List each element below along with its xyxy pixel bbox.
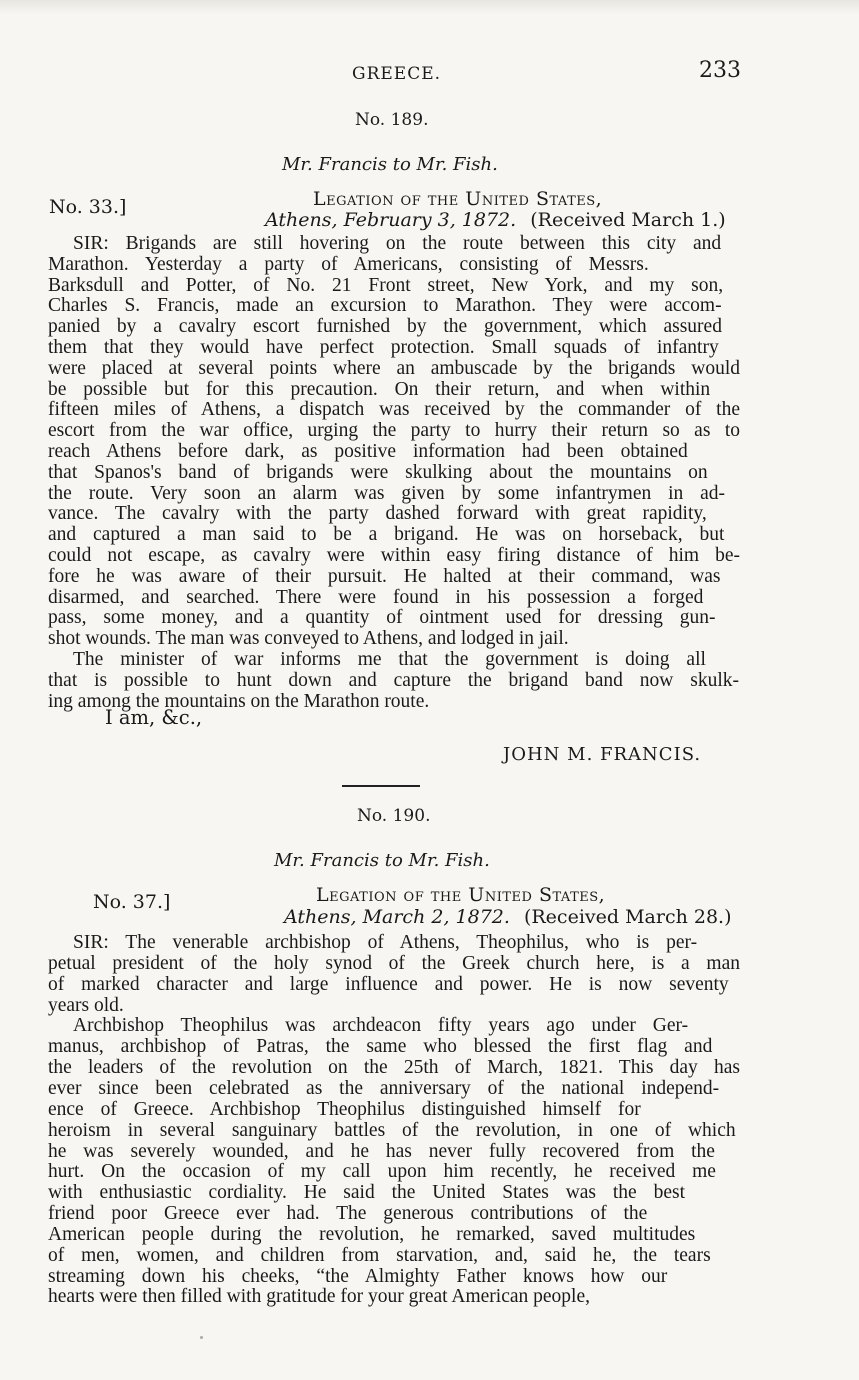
signature: JOHN M. FRANCIS.	[503, 744, 702, 765]
text-line: that Spanos's band of brigands were skulking about the mountains on	[48, 461, 708, 483]
text-line: ence of Greece. Archbishop Theophilus distinguished himself for	[48, 1098, 641, 1120]
text-line: he was severely wounded, and he has never fully recovered from the	[48, 1140, 715, 1162]
date-line	[265, 209, 726, 231]
dispatch-number: No. 37.]	[93, 891, 171, 913]
text-line: panied by a cavalry escort furnished by the government, which assured	[48, 316, 722, 338]
text-line: years old.	[48, 994, 124, 1016]
text-line: the route. Very soon an alarm was given by some infantrymen in ad-	[48, 482, 726, 504]
legation-line: Legation of the United States,	[316, 884, 606, 906]
legation-line: Legation of the United States,	[313, 188, 603, 210]
text-line: be possible but for this precaution. On their return, and when within	[48, 378, 711, 400]
closing: I am, &c.,	[105, 706, 203, 729]
text-line: ing among the mountains on the Marathon route.	[48, 690, 430, 712]
doc-heading: Mr. Francis to Mr. Fish.	[274, 850, 490, 871]
dispatch-number: No. 33.]	[49, 196, 127, 218]
text-line: shot wounds. The man was conveyed to Athens, and lodged in jail.	[48, 628, 569, 650]
text-line: of men, women, and children from starvation, and, said he, the tears	[48, 1244, 711, 1266]
text-line: ever since been celebrated as the anniversary of the national independ-	[48, 1077, 720, 1099]
text-line: the leaders of the revolution on the 25th of March, 1821. This day has	[48, 1057, 740, 1079]
date-place: Athens, February 3, 1872.	[265, 209, 517, 231]
text-line: American people during the revolution, he remarked, saved multitudes	[48, 1223, 696, 1245]
text-line: were placed at several points where an ambuscade by the brigands would	[48, 357, 740, 379]
text-line: SIR: The venerable archbishop of Athens, Theophilus, who is per-	[73, 932, 698, 953]
text-line: hearts were then filled with gratitude for your great American people,	[48, 1286, 591, 1308]
received-date: (Received March 28.)	[523, 906, 732, 928]
doc-number: No. 189.	[355, 110, 429, 130]
page-number: 233	[699, 58, 741, 83]
text-line: streaming down his cheeks, “the Almighty Father knows how our	[48, 1265, 668, 1287]
text-line: The minister of war informs me that the government is doing all	[73, 649, 706, 670]
text-line: petual president of the holy synod of the Greek church here, is a man	[48, 952, 740, 974]
text-line: with enthusiastic cordiality. He said the United States was the best	[48, 1182, 685, 1204]
text-line: Barksdull and Potter, of No. 21 Front street, New York, and my son,	[48, 274, 724, 296]
text-line: of marked character and large influence and power. He is now seventy	[48, 973, 729, 995]
text-line: and captured a man said to be a brigand. He was on horseback, but	[48, 524, 725, 546]
text-line: heroism in several sanguinary battles of the revolution, in one of which	[48, 1119, 736, 1141]
text-line: fifteen miles of Athens, a dispatch was received by the commander of the	[48, 399, 740, 421]
text-line: pass, some money, and a quantity of ointment used for dressing gun-	[48, 607, 716, 629]
text-line: that is possible to hunt down and capture the brigand band now skulk-	[48, 669, 739, 691]
text-line: SIR: Brigands are still hovering on the route between this city and	[73, 233, 722, 254]
received-date: (Received March 1.)	[530, 209, 726, 231]
text-line: Charles S. Francis, made an excursion to Marathon. They were accom-	[48, 295, 722, 317]
text-line: Marathon. Yesterday a party of Americans, consisting of Messrs.	[48, 253, 649, 275]
running-head: GREECE.	[352, 64, 442, 84]
text-line: escort from the war office, urging the party to hurry their return so as to	[48, 420, 740, 442]
paper-speck	[200, 1336, 203, 1339]
text-line: reach Athens before dark, as positive information had been obtained	[48, 441, 688, 462]
section-divider	[342, 785, 420, 787]
text-line: could not escape, as cavalry were within easy firing distance of him be-	[48, 545, 740, 566]
text-line: friend poor Greece ever had. The generous contributions of the	[48, 1203, 648, 1225]
date-line	[284, 906, 731, 928]
text-line: disarmed, and searched. There were found in his possession a forged	[48, 586, 704, 608]
doc-heading: Mr. Francis to Mr. Fish.	[282, 154, 498, 175]
doc-number: No. 190.	[357, 806, 431, 826]
text-line: them that they would have perfect protection. Small squads of infantry	[48, 337, 719, 358]
date-place: Athens, March 2, 1872.	[284, 906, 510, 928]
text-line: vance. The cavalry with the party dashed forward with great rapidity,	[48, 503, 707, 525]
text-line: fore he was aware of their pursuit. He halted at their command, was	[48, 565, 721, 587]
text-line: manus, archbishop of Patras, the same who blessed the first flag and	[48, 1036, 713, 1058]
text-line: Archbishop Theophilus was archdeacon fifty years ago under Ger-	[73, 1015, 689, 1037]
text-line: hurt. On the occasion of my call upon him recently, he received me	[48, 1161, 716, 1183]
